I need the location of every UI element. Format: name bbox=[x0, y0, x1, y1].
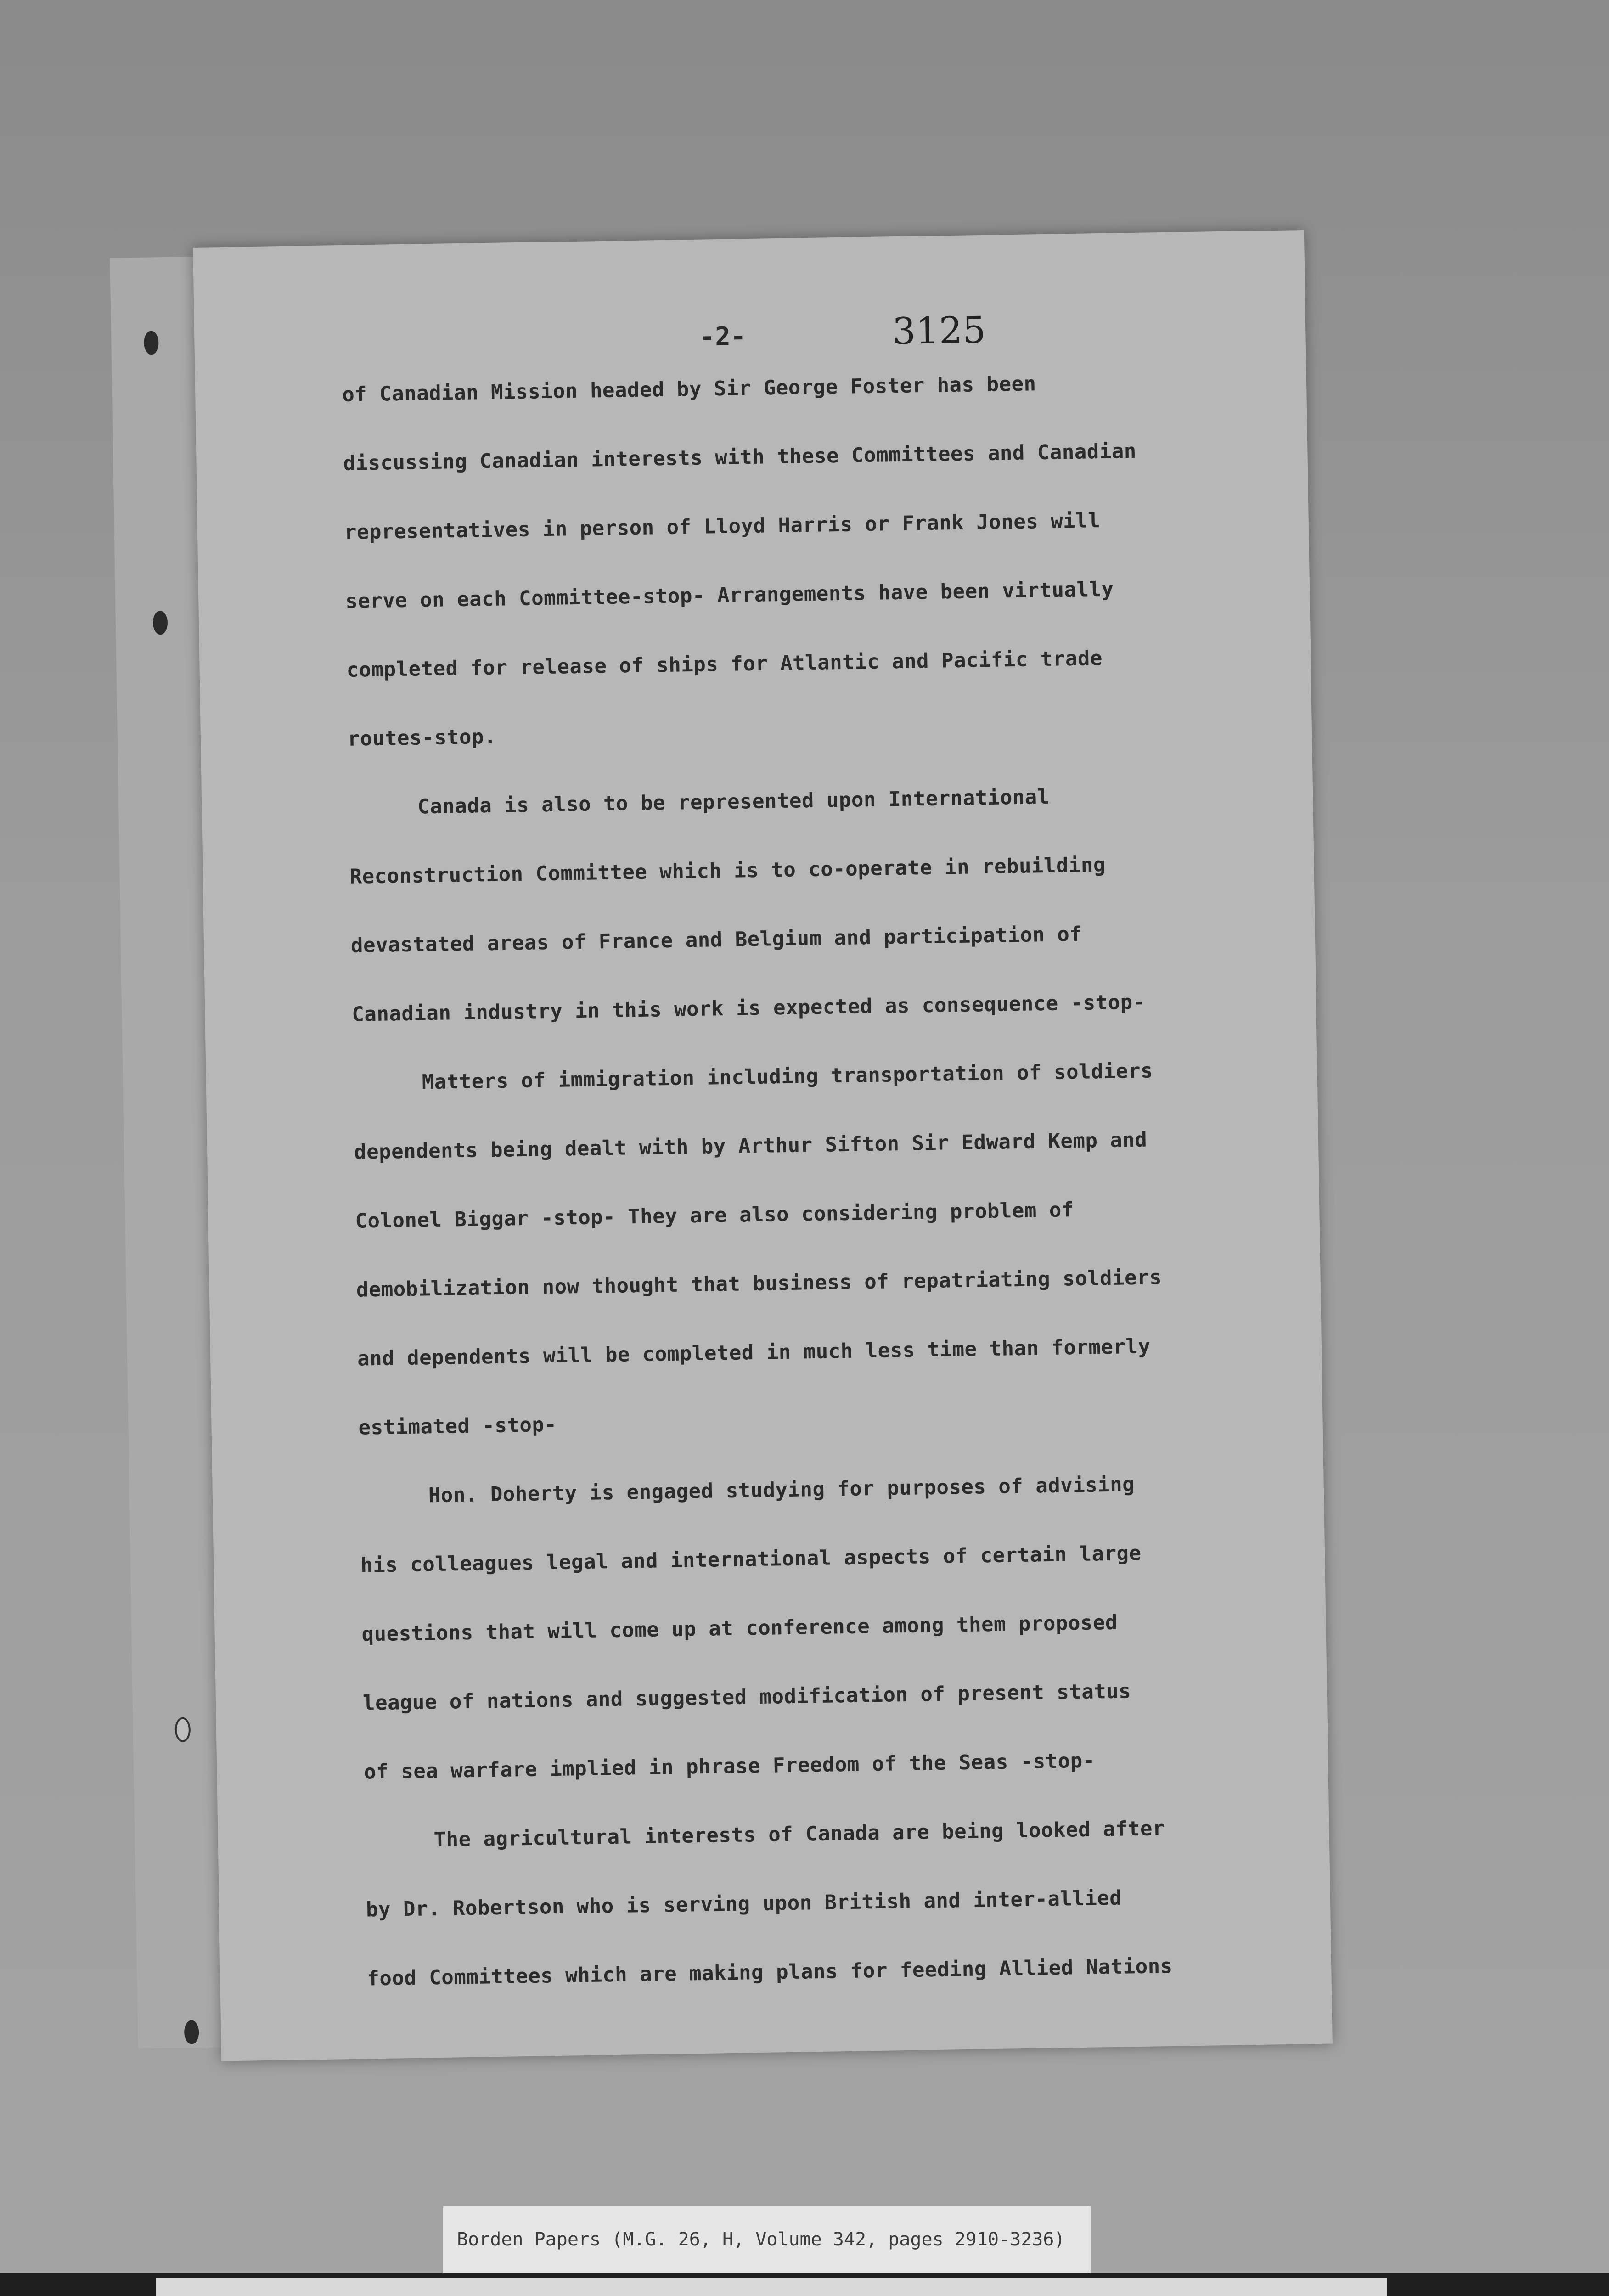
typed-line: Matters of immigration including transportation of soldiers bbox=[422, 1059, 1153, 1094]
typed-line: discussing Canadian interests with these Committees and Canadian bbox=[343, 439, 1137, 475]
typed-line: and dependents will be completed in much less time than formerly bbox=[357, 1334, 1151, 1371]
typed-line: completed for release of ships for Atlantic and Pacific trade bbox=[346, 647, 1103, 682]
typed-line: estimated -stop- bbox=[358, 1412, 557, 1440]
punch-hole-icon bbox=[174, 1717, 191, 1742]
typed-line: Reconstruction Committee which is to co-operate in rebuilding bbox=[349, 853, 1106, 889]
typed-line: by Dr. Robertson who is serving upon British and inter-allied bbox=[366, 1886, 1122, 1922]
punch-hole-icon bbox=[144, 331, 159, 355]
punch-hole-icon bbox=[184, 2020, 199, 2044]
punch-hole-icon bbox=[153, 611, 168, 635]
typed-line: Hon. Doherty is engaged studying for purposes of advising bbox=[428, 1473, 1135, 1508]
typed-line: dependents being dealt with by Arthur Sifton Sir Edward Kemp and bbox=[354, 1128, 1148, 1164]
typed-line: of sea warfare implied in phrase Freedom of the Seas -stop- bbox=[363, 1749, 1095, 1784]
typed-line: demobilization now thought that business of repatriating soldiers bbox=[356, 1266, 1162, 1302]
typed-line: league of nations and suggested modification of present status bbox=[362, 1679, 1131, 1715]
typed-line: representatives in person of Lloyd Harris or Frank Jones will bbox=[344, 509, 1101, 544]
archive-stamp bbox=[156, 2278, 1387, 2296]
typed-line: serve on each Committee-stop- Arrangements have been virtually bbox=[345, 577, 1114, 613]
typed-line: Canadian industry in this work is expected as consequence -stop- bbox=[352, 990, 1145, 1026]
typed-document-page bbox=[193, 230, 1333, 2061]
typed-line: questions that will come up at conference among them proposed bbox=[361, 1610, 1118, 1646]
typed-line: of Canadian Mission headed by Sir George Foster has been bbox=[342, 372, 1036, 406]
folio-number: 3125 bbox=[892, 308, 986, 353]
typed-line: Canada is also to be represented upon International bbox=[417, 785, 1050, 819]
page-number: -2- bbox=[699, 321, 747, 352]
reference-label: Borden Papers (M.G. 26, H, Volume 342, pages 2910-3236) bbox=[443, 2206, 1091, 2273]
typed-line: routes-stop. bbox=[347, 725, 497, 751]
typed-line: devastated areas of France and Belgium and participation of bbox=[350, 922, 1082, 957]
typed-line: Colonel Biggar -stop- They are also considering problem of bbox=[355, 1198, 1075, 1233]
typed-line: food Committees which are making plans for feeding Allied Nations bbox=[367, 1954, 1173, 1991]
typed-line: his colleagues legal and international aspects of certain large bbox=[360, 1541, 1142, 1577]
typed-line: The agricultural interests of Canada are being looked after bbox=[433, 1817, 1165, 1852]
